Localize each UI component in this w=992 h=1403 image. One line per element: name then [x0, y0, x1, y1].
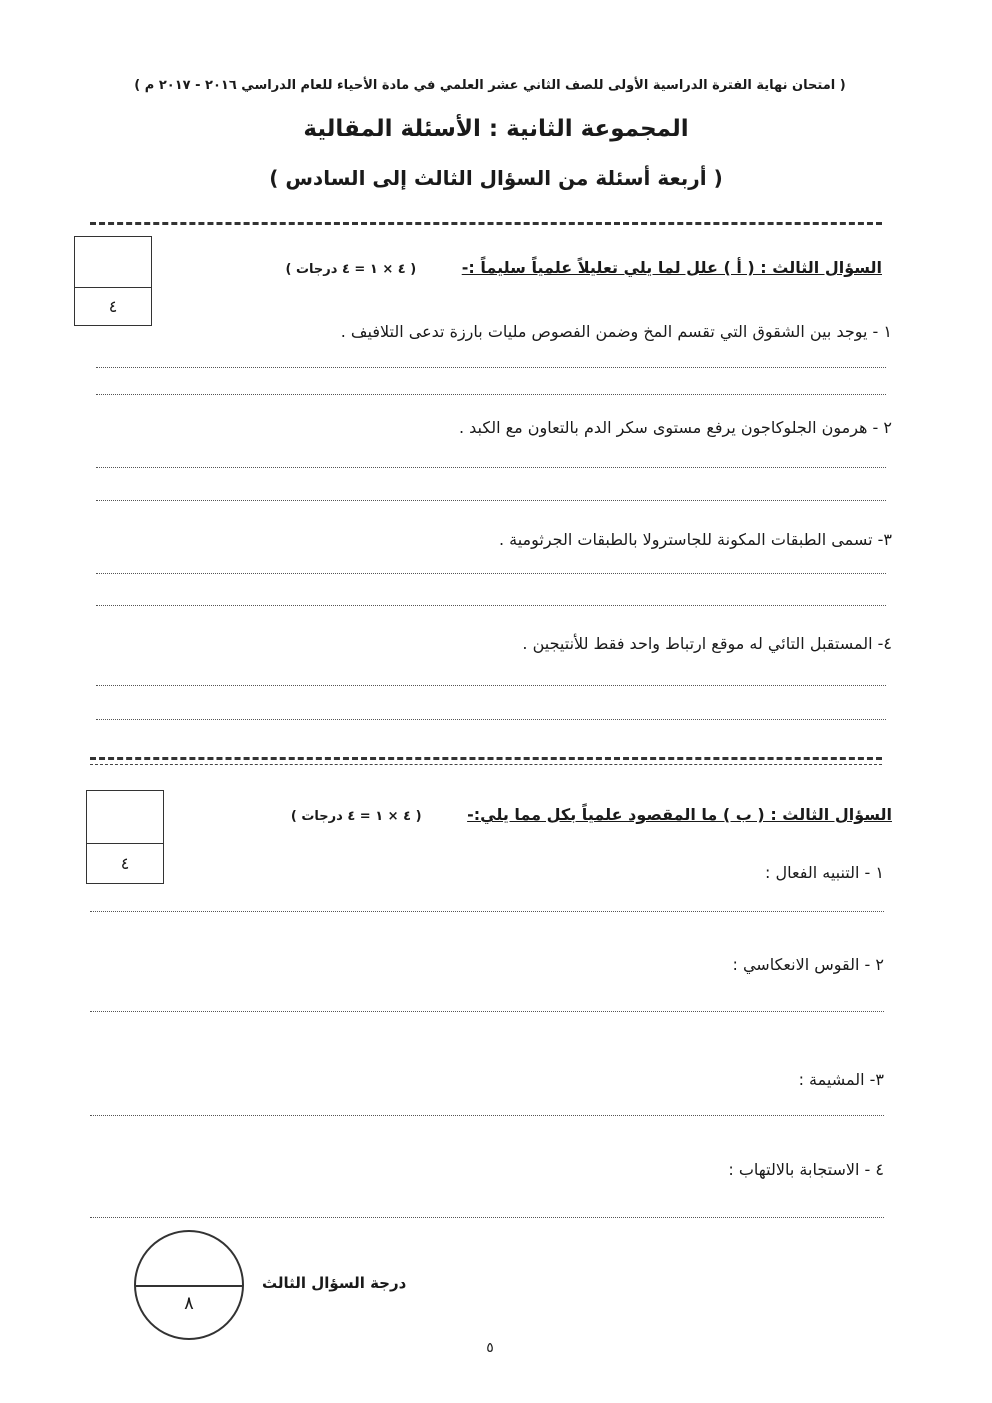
section-b-item-2: ٢ - القوس الانعكاسي :: [732, 955, 884, 974]
group-subtitle: ( أربعة أسئلة من السؤال الثالث إلى السادس ): [269, 166, 723, 190]
answer-line: [90, 911, 884, 912]
section-a-score-box: [74, 236, 152, 326]
answer-line: [96, 394, 886, 395]
section-b-score-box: [86, 790, 164, 884]
section-a-marks-note: ( ٤ × ١ = ٤ درجات ): [285, 262, 417, 277]
section-a-title-lead: السؤال الثالث : ( أ ) علل لما يلي تعليلاً علمياً سليماً :-: [461, 258, 882, 277]
section-a-item-4: ٤- المستقبل التائي له موقع ارتباط واحد فقط للأنتيجين .: [522, 634, 892, 653]
section-b-title: [232, 805, 892, 824]
section-b-item-1: ١ - التنبيه الفعال :: [765, 863, 884, 882]
section-b-score-value: ٤: [120, 854, 130, 873]
section-a-title: [222, 258, 882, 277]
answer-line: [96, 719, 886, 720]
total-score-circle: [134, 1230, 244, 1340]
answer-line: [96, 605, 886, 606]
section-a-item-2: ٢ - هرمون الجلوكاجون يرفع مستوى سكر الدم بالتعاون مع الكبد .: [458, 418, 892, 437]
group-title: المجموعة الثانية : الأسئلة المقالية: [303, 116, 689, 142]
answer-line: [96, 367, 886, 368]
answer-line: [96, 573, 886, 574]
answer-line: [96, 467, 886, 468]
answer-line: [90, 1115, 884, 1116]
section-a-item-1: ١ - يوجد بين الشقوق التي تقسم المخ وضمن الفصوص مليات بارزة تدعى التلافيف .: [340, 322, 892, 341]
section-b-item-3: ٣- المشيمة :: [798, 1070, 884, 1089]
section-b-score-blank: [87, 791, 163, 844]
page-number: ٥: [486, 1340, 494, 1356]
section-separator-middle: [90, 757, 882, 760]
total-score-label: درجة السؤال الثالث: [262, 1274, 407, 1292]
answer-line: [90, 1217, 884, 1218]
answer-line: [96, 685, 886, 686]
answer-line: [90, 1011, 884, 1012]
section-a-score-blank: [75, 237, 151, 288]
section-b-marks-note: ( ٤ × ١ = ٤ درجات ): [290, 809, 422, 824]
section-separator-top: [90, 222, 882, 225]
total-score-divider: [136, 1285, 242, 1287]
section-a-item-3: ٣- تسمى الطبقات المكونة للجاسترولا بالطبقات الجرثومية .: [498, 530, 892, 549]
section-b-item-4: ٤ - الاستجابة بالالتهاب :: [728, 1160, 884, 1179]
section-a-score-value: ٤: [108, 297, 118, 316]
exam-header-line: ( امتحان نهاية الفترة الدراسية الأولى للصف الثاني عشر العلمي في مادة الأحياء للعام الدراسي ٢٠١٦ - ٢٠١٧ م ): [134, 78, 846, 93]
section-b-title-lead: السؤال الثالث : ( ب ) ما المقصود علمياً بكل مما يلي:-: [467, 805, 892, 824]
section-separator-middle-thin: [90, 764, 882, 765]
total-score-value: ٨: [184, 1293, 194, 1315]
answer-line: [96, 500, 886, 501]
